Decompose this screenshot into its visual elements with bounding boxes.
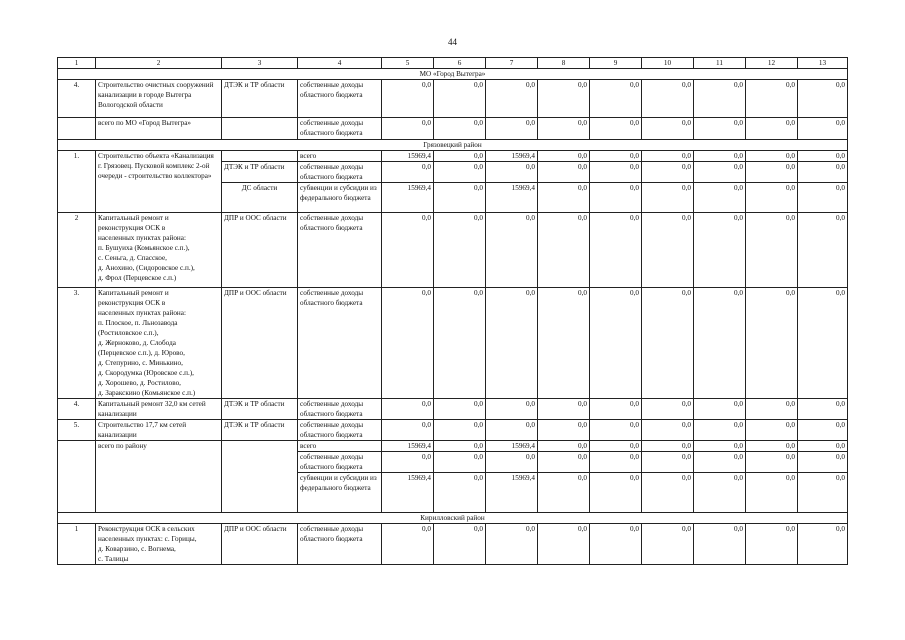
value-cell: 0,0 <box>746 151 798 162</box>
value-cell: 0,0 <box>642 452 694 473</box>
value-cell: 0,0 <box>538 151 590 162</box>
responsible: ДПР и ООС области <box>222 524 298 565</box>
funding-source: собственные доходы областного бюджета <box>298 213 382 288</box>
value-cell: 0,0 <box>590 441 642 452</box>
value-cell: 0,0 <box>382 80 434 118</box>
table-row <box>58 80 848 118</box>
value-cell: 0,0 <box>590 524 642 565</box>
table-row <box>58 399 848 420</box>
header-cell: 2 <box>96 58 222 69</box>
value-cell: 0,0 <box>486 213 538 288</box>
funding-source: собственные доходы областного бюджета <box>298 524 382 565</box>
value-cell: 0,0 <box>798 162 848 183</box>
value-cell: 0,0 <box>798 288 848 399</box>
value-cell: 0,0 <box>694 441 746 452</box>
responsible: ДС области <box>222 183 298 213</box>
value-cell: 0,0 <box>590 399 642 420</box>
table-row <box>58 118 848 140</box>
value-cell: 0,0 <box>434 118 486 140</box>
value-cell: 0,0 <box>746 473 798 513</box>
header-cell: 13 <box>798 58 848 69</box>
value-cell: 0,0 <box>590 473 642 513</box>
value-cell: 0,0 <box>746 118 798 140</box>
value-cell: 0,0 <box>434 452 486 473</box>
row-number: 4. <box>58 399 96 420</box>
value-cell: 0,0 <box>694 473 746 513</box>
value-cell: 0,0 <box>434 162 486 183</box>
value-cell: 0,0 <box>798 80 848 118</box>
value-cell: 0,0 <box>694 151 746 162</box>
value-cell: 0,0 <box>798 420 848 441</box>
value-cell: 0,0 <box>642 162 694 183</box>
section-title-gryazovets: Грязовецкий район <box>58 140 848 151</box>
value-cell: 0,0 <box>798 473 848 513</box>
funding-source: собственные доходы областного бюджета <box>298 80 382 118</box>
value-cell: 0,0 <box>590 420 642 441</box>
value-cell: 0,0 <box>538 288 590 399</box>
funding-source: собственные доходы областного бюджета <box>298 399 382 420</box>
header-cell: 10 <box>642 58 694 69</box>
value-cell: 0,0 <box>590 80 642 118</box>
value-cell: 15969,4 <box>486 151 538 162</box>
value-cell: 0,0 <box>746 452 798 473</box>
value-cell: 0,0 <box>798 524 848 565</box>
value-cell: 0,0 <box>642 151 694 162</box>
header-cell: 12 <box>746 58 798 69</box>
value-cell: 0,0 <box>642 213 694 288</box>
event-name: Строительство объекта «Канализация г. Грязовец. Пусковой комплекс 2-ой очереди - строительство коллектора» <box>96 151 222 213</box>
value-cell: 0,0 <box>694 118 746 140</box>
value-cell: 0,0 <box>642 399 694 420</box>
event-name: Строительство очистных сооружений канализации в городе Вытегра Вологодской области <box>96 80 222 118</box>
value-cell: 0,0 <box>694 162 746 183</box>
value-cell: 0,0 <box>538 441 590 452</box>
value-cell: 0,0 <box>746 80 798 118</box>
value-cell: 0,0 <box>642 183 694 213</box>
header-cell: 5 <box>382 58 434 69</box>
value-cell: 0,0 <box>746 162 798 183</box>
value-cell: 0,0 <box>538 399 590 420</box>
value-cell: 0,0 <box>434 441 486 452</box>
section-title-kirillov: Кирилловский район <box>58 513 848 524</box>
header-cell: 8 <box>538 58 590 69</box>
value-cell: 0,0 <box>434 473 486 513</box>
budget-table <box>57 57 848 565</box>
value-cell: 15969,4 <box>382 473 434 513</box>
value-cell: 0,0 <box>538 524 590 565</box>
header-cell: 4 <box>298 58 382 69</box>
value-cell: 0,0 <box>434 399 486 420</box>
value-cell: 0,0 <box>798 183 848 213</box>
value-cell: 0,0 <box>382 162 434 183</box>
responsible: ДПР и ООС области <box>222 213 298 288</box>
total-label: всего по МО «Город Вытегра» <box>96 118 222 140</box>
header-cell: 7 <box>486 58 538 69</box>
event-name: Капитальный ремонт и реконструкция ОСК в населенных пунктах района: п. Бушуиха (Комьянское с.п.), с. Сеньга, д. Спасское, д. Анохино, (Сидоровское с.п.), д. Фрол (Перцевское с.п.) <box>96 213 222 288</box>
row-number: 5. <box>58 420 96 441</box>
value-cell: 0,0 <box>486 162 538 183</box>
value-cell: 0,0 <box>642 80 694 118</box>
table-row <box>58 524 848 565</box>
value-cell: 0,0 <box>538 80 590 118</box>
value-cell: 0,0 <box>798 399 848 420</box>
value-cell: 0,0 <box>694 213 746 288</box>
value-cell: 0,0 <box>694 524 746 565</box>
funding-source: субвенции и субсидии из федерального бюджета <box>298 183 382 213</box>
header-cell: 9 <box>590 58 642 69</box>
funding-source: собственные доходы областного бюджета <box>298 420 382 441</box>
value-cell: 0,0 <box>694 288 746 399</box>
value-cell: 0,0 <box>590 183 642 213</box>
value-cell: 0,0 <box>694 80 746 118</box>
value-cell: 0,0 <box>382 118 434 140</box>
column-number-header <box>58 58 848 69</box>
funding-source: собственные доходы областного бюджета <box>298 162 382 183</box>
event-name: Реконструкция ОСК в сельских населенных пунктах: с. Горицы, д. Коварзино, с. Вогнема, с. Талицы <box>96 524 222 565</box>
value-cell: 0,0 <box>486 288 538 399</box>
table-row <box>58 288 848 399</box>
funding-source: всего <box>298 441 382 452</box>
section-title-vytegra: МО «Город Вытегра» <box>58 69 848 80</box>
value-cell: 0,0 <box>486 399 538 420</box>
value-cell: 0,0 <box>382 288 434 399</box>
funding-source: собственные доходы областного бюджета <box>298 118 382 140</box>
value-cell: 0,0 <box>590 118 642 140</box>
value-cell: 0,0 <box>746 183 798 213</box>
table-row <box>58 420 848 441</box>
row-number: 3. <box>58 288 96 399</box>
value-cell: 15969,4 <box>486 473 538 513</box>
value-cell: 15969,4 <box>382 441 434 452</box>
value-cell: 0,0 <box>434 524 486 565</box>
header-cell: 11 <box>694 58 746 69</box>
value-cell: 0,0 <box>642 420 694 441</box>
value-cell: 0,0 <box>434 420 486 441</box>
value-cell: 0,0 <box>798 452 848 473</box>
value-cell: 15969,4 <box>382 183 434 213</box>
value-cell: 0,0 <box>590 151 642 162</box>
value-cell: 0,0 <box>538 213 590 288</box>
value-cell: 0,0 <box>746 399 798 420</box>
value-cell: 0,0 <box>746 524 798 565</box>
value-cell: 0,0 <box>538 162 590 183</box>
responsible: ДПР и ООС области <box>222 288 298 399</box>
value-cell: 0,0 <box>798 213 848 288</box>
value-cell: 0,0 <box>486 420 538 441</box>
table-row <box>58 151 848 162</box>
value-cell: 0,0 <box>746 420 798 441</box>
value-cell: 0,0 <box>642 441 694 452</box>
responsible: ДТЭК и ТР области <box>222 399 298 420</box>
header-cell: 6 <box>434 58 486 69</box>
responsible: ДТЭК и ТР области <box>222 162 298 183</box>
value-cell: 0,0 <box>590 213 642 288</box>
value-cell: 0,0 <box>434 151 486 162</box>
value-cell: 0,0 <box>642 288 694 399</box>
value-cell: 0,0 <box>694 399 746 420</box>
value-cell: 0,0 <box>538 183 590 213</box>
value-cell: 0,0 <box>382 524 434 565</box>
value-cell: 15969,4 <box>486 441 538 452</box>
event-name: Строительство 17,7 км сетей канализации <box>96 420 222 441</box>
row-number: 1 <box>58 524 96 565</box>
value-cell: 0,0 <box>486 452 538 473</box>
value-cell: 0,0 <box>694 183 746 213</box>
value-cell: 0,0 <box>486 80 538 118</box>
value-cell: 0,0 <box>694 420 746 441</box>
value-cell: 0,0 <box>486 118 538 140</box>
value-cell: 0,0 <box>642 524 694 565</box>
value-cell: 0,0 <box>798 151 848 162</box>
value-cell: 0,0 <box>434 80 486 118</box>
value-cell: 0,0 <box>798 441 848 452</box>
value-cell: 0,0 <box>434 213 486 288</box>
value-cell: 0,0 <box>642 473 694 513</box>
row-number: 1. <box>58 151 96 213</box>
value-cell: 0,0 <box>590 452 642 473</box>
value-cell: 0,0 <box>434 288 486 399</box>
value-cell: 0,0 <box>590 288 642 399</box>
responsible: ДТЭК и ТР области <box>222 80 298 118</box>
page-number: 44 <box>448 37 457 47</box>
funding-source: всего <box>298 151 382 162</box>
value-cell: 0,0 <box>538 473 590 513</box>
header-cell: 3 <box>222 58 298 69</box>
event-name: Капитальный ремонт 32,0 км сетей канализации <box>96 399 222 420</box>
value-cell: 0,0 <box>590 162 642 183</box>
total-label: всего по району <box>96 441 222 513</box>
value-cell: 0,0 <box>798 118 848 140</box>
value-cell: 0,0 <box>538 118 590 140</box>
value-cell: 0,0 <box>642 118 694 140</box>
funding-source: субвенции и субсидии из федерального бюджета <box>298 473 382 513</box>
value-cell: 15969,4 <box>486 183 538 213</box>
value-cell: 0,0 <box>382 420 434 441</box>
table-row <box>58 441 848 452</box>
row-number: 4. <box>58 80 96 118</box>
value-cell: 0,0 <box>434 183 486 213</box>
event-name: Капитальный ремонт и реконструкция ОСК в населенных пунктах района: п. Плоское, п. Льнозавода (Ростиловское с.п.), д. Жерноково, д. Слобода (Перцевское с.п.), д. Юрово, д. Степурино, с. Минькино, д. Скородумка (Юровское с.п.), д. Хорошево, д. Ростилово, д. Заракскино (Комьянское с.п.) <box>96 288 222 399</box>
value-cell: 0,0 <box>538 452 590 473</box>
responsible: ДТЭК и ТР области <box>222 420 298 441</box>
value-cell: 0,0 <box>486 524 538 565</box>
value-cell: 0,0 <box>746 441 798 452</box>
table-row <box>58 213 848 288</box>
value-cell: 0,0 <box>382 213 434 288</box>
funding-source: собственные доходы областного бюджета <box>298 452 382 473</box>
value-cell: 0,0 <box>538 420 590 441</box>
value-cell: 0,0 <box>382 399 434 420</box>
value-cell: 0,0 <box>694 452 746 473</box>
value-cell: 0,0 <box>746 213 798 288</box>
value-cell: 15969,4 <box>382 151 434 162</box>
header-cell: 1 <box>58 58 96 69</box>
value-cell: 0,0 <box>382 452 434 473</box>
value-cell: 0,0 <box>746 288 798 399</box>
funding-source: собственные доходы областного бюджета <box>298 288 382 399</box>
row-number: 2 <box>58 213 96 288</box>
